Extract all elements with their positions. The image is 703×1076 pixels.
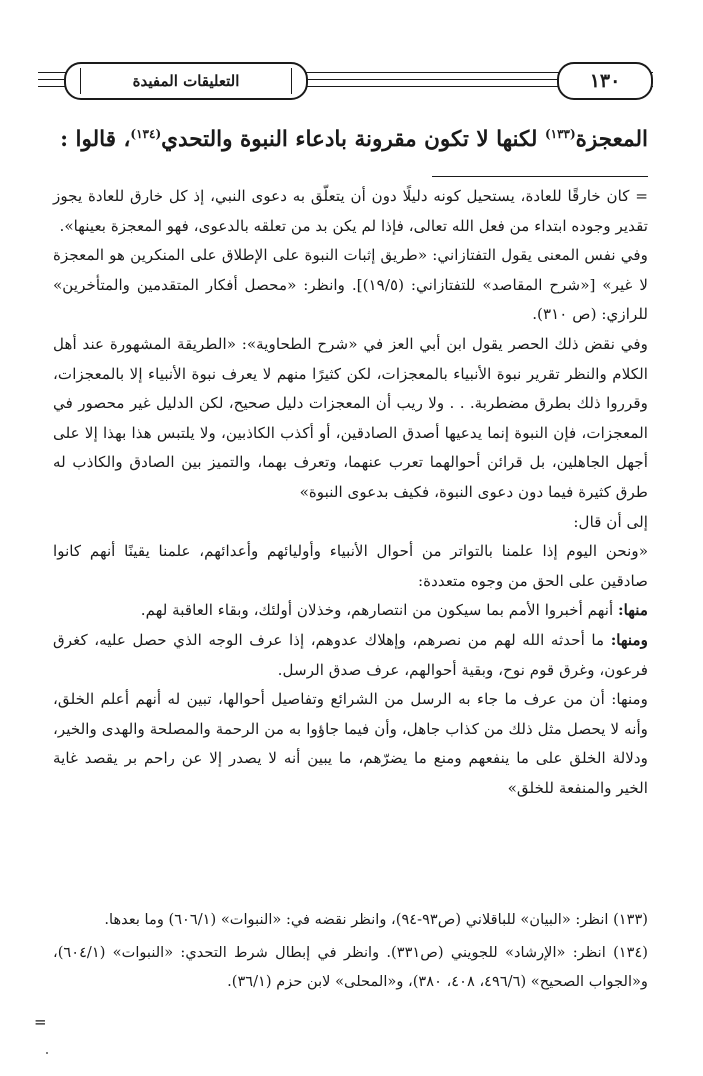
continuation-mark: =	[34, 1013, 47, 1031]
note-paragraph: = كان خارقًا للعادة، يستحيل كونه دليلًا دون أن يتعلّق به دعوى النبي، إذ كل خارق للعادة يجوز تقدير وجوده ابتداء من فعل الله تعالى، فإذا لم يكن بد من تعلقه بالدعوى، فهو المعجزة بعينها».	[53, 187, 648, 235]
footnote-134: (١٣٤) انظر: «الإرشاد» للجويني (ص٣٣١). وانظر في إبطال شرط التحدي: «النبوات» (٦٠٤/١)، و«الجواب الصحيح» (٤٩٦/٦، ٤٠٨، ٣٨٠)، و«المحلى» لابن حزم (٣٦/١).	[53, 944, 648, 990]
note-paragraph	[53, 596, 648, 626]
note-paragraph: وفي نقض ذلك الحصر يقول ابن أبي العز في «شرح الطحاوية»: «الطريقة المشهورة عند أهل الكلام والنظر تقرير نبوة الأنبياء بالمعجزات، لكن كثيرًا منهم لا يعرف نبوة الأنبياء إلا بالمعجزات، وقرروا ذلك بطرق مضطربة. . . ولا ريب أن المعجزات دليل صحيح، لكن الدليل غير محصور في المعجزات، فإن النبوة إنما يدعيها أصدق الصادقين، أو أكذب الكاذبين، ولا يلتبس هذا بهذا إلا على أجهل الجاهلين، بل قرائن أحوالهما تعرب عنهما، وتعرف بهما، والتميز بين الصادق والكاذب له طرق كثيرة فيما دون دعوى النبوة، فكيف بدعوى النبوة»	[53, 334, 648, 501]
footnote-133: (١٣٣) انظر: «البيان» للباقلاني (ص٩٣-٩٤)، وانظر نقضه في: «النبوات» (٦٠٦/١) وما بعدها.	[104, 911, 648, 928]
footnote-ref-133[interactable]: (١٣٣)	[544, 126, 576, 141]
note-paragraph: وفي نفس المعنى يقول التفتازاني: «طريق إثبات النبوة على الإطلاق على المنكرين هو المعجزة لا غير» [«شرح المقاصد» للتفتازاني: (١٩/٥)]. وانظر: «محصل أفكار المتقدمين والمتأخرين» للرازي: (ص ٣١٠).	[53, 246, 648, 324]
footnotes	[53, 905, 648, 1000]
note-paragraph: إلى أن قال:	[573, 512, 648, 531]
footnote-separator	[432, 176, 648, 177]
footnote-continuation	[53, 182, 648, 803]
note-text: ما أحدثه الله لهم من نصرهم، وإهلاك عدوهم، إذا عرف الوجه الذي حصل عليه، كغرق فرعون، وغرق قوم نوح، وبقية أحوالهم، عرف صدق الرسل.	[53, 630, 648, 679]
main-text-middle: لكنها لا تكون مقرونة بادعاء النبوة والتحدي	[161, 127, 545, 152]
page-number: ١٣٠	[557, 62, 653, 100]
footnote-ref-134[interactable]: (١٣٤)	[130, 126, 162, 141]
running-title: التعليقات المفيدة	[64, 62, 308, 100]
main-text-end: ، قالوا :	[60, 127, 131, 152]
note-lead: ومنها:	[610, 630, 648, 649]
note-paragraph	[53, 626, 648, 685]
note-paragraph: ومنها: أن من عرف ما جاء به الرسل من الشرائع وتفاصيل أحوالها، تبين له أنهم أعلم الخلق، وأنه لا يحصل مثل ذلك من كذاب جاهل، وأن فيما جاؤوا به من الرحمة والمصلحة والهدى والخير، ودلالة الخلق على ما ينفعهم ومنع ما يضرّهم، ما يبين أنه لا يصدر إلا عن راحم بر يقصد غاية الخير والمنفعة للخلق»	[53, 690, 648, 797]
note-text: أنهم أخبروا الأمم بما سيكون من انتصارهم، وخذلان أولئك، وبقاء العاقبة لهم.	[140, 601, 619, 620]
main-text-line	[48, 120, 648, 160]
note-lead: منها:	[618, 601, 648, 620]
running-header	[38, 62, 653, 98]
main-text-start: المعجزة	[575, 127, 648, 152]
note-paragraph: «ونحن اليوم إذا علمنا بالتواتر من أحوال الأنبياء وأوليائهم وأعدائهم، علمنا يقينًا أنهم كانوا صادقين على الحق من وجوه متعددة:	[53, 542, 648, 590]
margin-dot	[46, 1052, 48, 1054]
